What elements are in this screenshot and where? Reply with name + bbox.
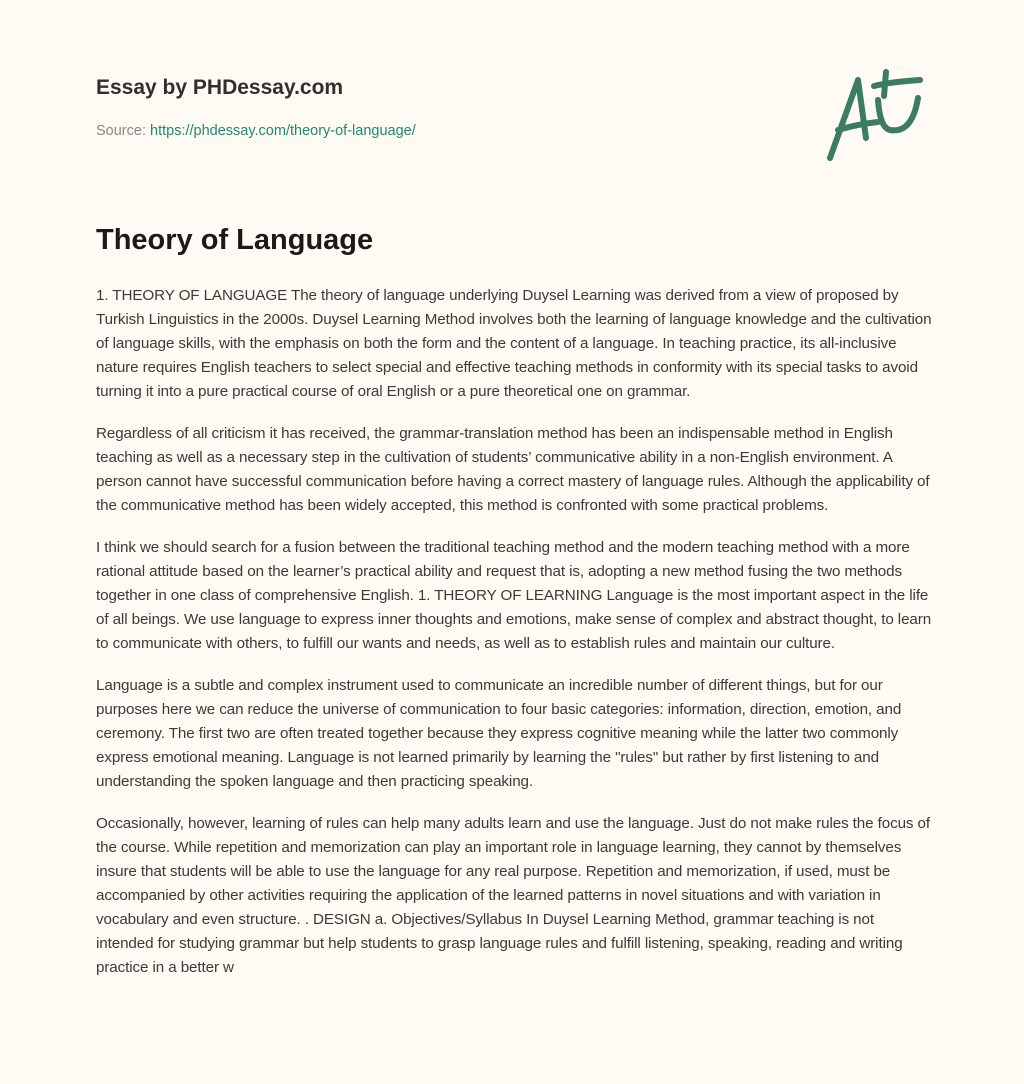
paragraph: 1. THEORY OF LANGUAGE The theory of language underlying Duysel Learning was derived from a view of proposed by Turkish Linguistics in the 2000s. Duysel Learning Method involves both the learning of language knowledge and the cultivation of language skills, with the emphasis on both the form and the content of a language. In teaching practice, its all-inclusive nature requires English teachers to select special and effective teaching methods in conformity with its special tasks to avoid turning it into a pure practical course of oral English or a pure theoretical one on grammar. <box>96 287 932 400</box>
source-label: Source: <box>96 123 146 139</box>
paragraph: Regardless of all criticism it has received, the grammar-translation method has been an indispensable method in English teaching as well as a necessary step in the cultivation of students’ communicative ability in a non-English environment. A person cannot have successful communication before having a correct mastery of language rules. Although the applicability of the communicative method has been widely accepted, this method is confronted with some practical problems. <box>96 425 930 514</box>
a-plus-logo-icon <box>820 68 930 168</box>
source-line <box>96 123 416 139</box>
source-link[interactable]: https://phdessay.com/theory-of-language/ <box>150 123 416 139</box>
article-title: Theory of Language <box>96 224 374 256</box>
paragraph: Language is a subtle and complex instrument used to communicate an incredible number of different things, but for our purposes here we can reduce the universe of communication to four basic categories: information, direction, emotion, and ceremony. The first two are often treated together because they express cognitive meaning while the latter two commonly express emotional meaning. Language is not learned primarily by learning the "rules" but rather by first listening to and understanding the spoken language and then practicing speaking. <box>96 677 902 790</box>
site-title: Essay by PHDessay.com <box>96 76 344 99</box>
article-body <box>96 284 932 998</box>
paragraph: I think we should search for a fusion between the traditional teaching method and the modern teaching method with a more rational attitude based on the learner’s practical ability and request that is, adopting a new method fusing the two methods together in one class of comprehensive English. 1. THEORY OF LEARNING Language is the most important aspect in the life of all beings. We use language to express inner thoughts and emotions, make sense of complex and abstract thought, to learn to communicate with others, to fulfill our wants and needs, as well as to establish rules and maintain our culture. <box>96 539 932 652</box>
paragraph: Occasionally, however, learning of rules can help many adults learn and use the language. Just do not make rules the focus of the course. While repetition and memorization can play an important role in language learning, they cannot by themselves insure that students will be able to use the language for any real purpose. Repetition and memorization, if used, must be accompanied by other activities requiring the application of the learned patterns in novel situations and with variation in vocabulary and even structure. . DESIGN a. Objectives/Syllabus In Duysel Learning Method, grammar teaching is not intended for studying grammar but help students to grasp language rules and fulfill listening, speaking, reading and writing practice in a better w <box>96 815 931 976</box>
